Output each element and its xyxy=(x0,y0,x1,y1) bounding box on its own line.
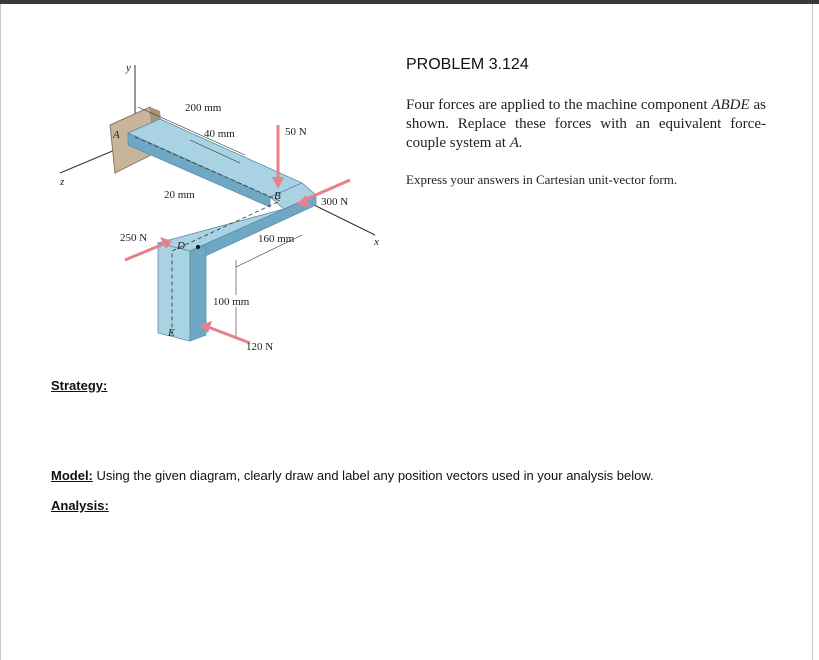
express-instruction: Express your answers in Cartesian unit-vector form. xyxy=(406,172,678,187)
statement-component-name: ABDE xyxy=(711,97,750,113)
point-b-label: B xyxy=(274,190,281,202)
axis-x-label: x xyxy=(374,236,379,248)
model-text: Using the given diagram, clearly draw and label any position vectors used in your analysis below. xyxy=(92,468,654,483)
model-line xyxy=(51,468,654,483)
force-120-label: 120 N xyxy=(246,341,274,353)
force-120-arrow xyxy=(208,327,250,343)
point-d-label: D xyxy=(177,240,185,252)
force-50-label: 50 N xyxy=(285,126,307,138)
axis-z-label: z xyxy=(60,176,65,188)
point-a-label: A xyxy=(113,129,120,141)
dim-200-label: 200 mm xyxy=(185,102,222,114)
point-d-dot xyxy=(196,245,200,249)
force-300-label: 300 N xyxy=(321,196,349,208)
model-heading: Model: xyxy=(51,468,93,483)
machine-component-diagram xyxy=(40,55,390,365)
strategy-heading: Strategy: xyxy=(51,378,108,393)
top-border xyxy=(0,0,819,4)
statement-part-1: Four forces are applied to the machine component xyxy=(406,97,712,113)
statement-point-a: A. xyxy=(509,135,523,151)
dim-40-label: 40 mm xyxy=(204,128,235,140)
left-page-edge xyxy=(0,4,1,660)
point-e-label: E xyxy=(168,327,175,339)
statement-part-2: as shown. Replace these forces with an equivalent force-couple system at xyxy=(406,97,766,151)
problem-statement xyxy=(406,96,766,153)
problem-title: PROBLEM 3.124 xyxy=(406,56,529,73)
dim-160-label: 160 mm xyxy=(258,233,295,245)
dim-100-label: 100 mm xyxy=(213,296,250,308)
force-250-label: 250 N xyxy=(120,232,148,244)
axis-y-label: y xyxy=(126,62,131,74)
dim-20-label: 20 mm xyxy=(164,189,195,201)
right-page-edge xyxy=(812,4,813,660)
analysis-heading: Analysis: xyxy=(51,498,109,513)
